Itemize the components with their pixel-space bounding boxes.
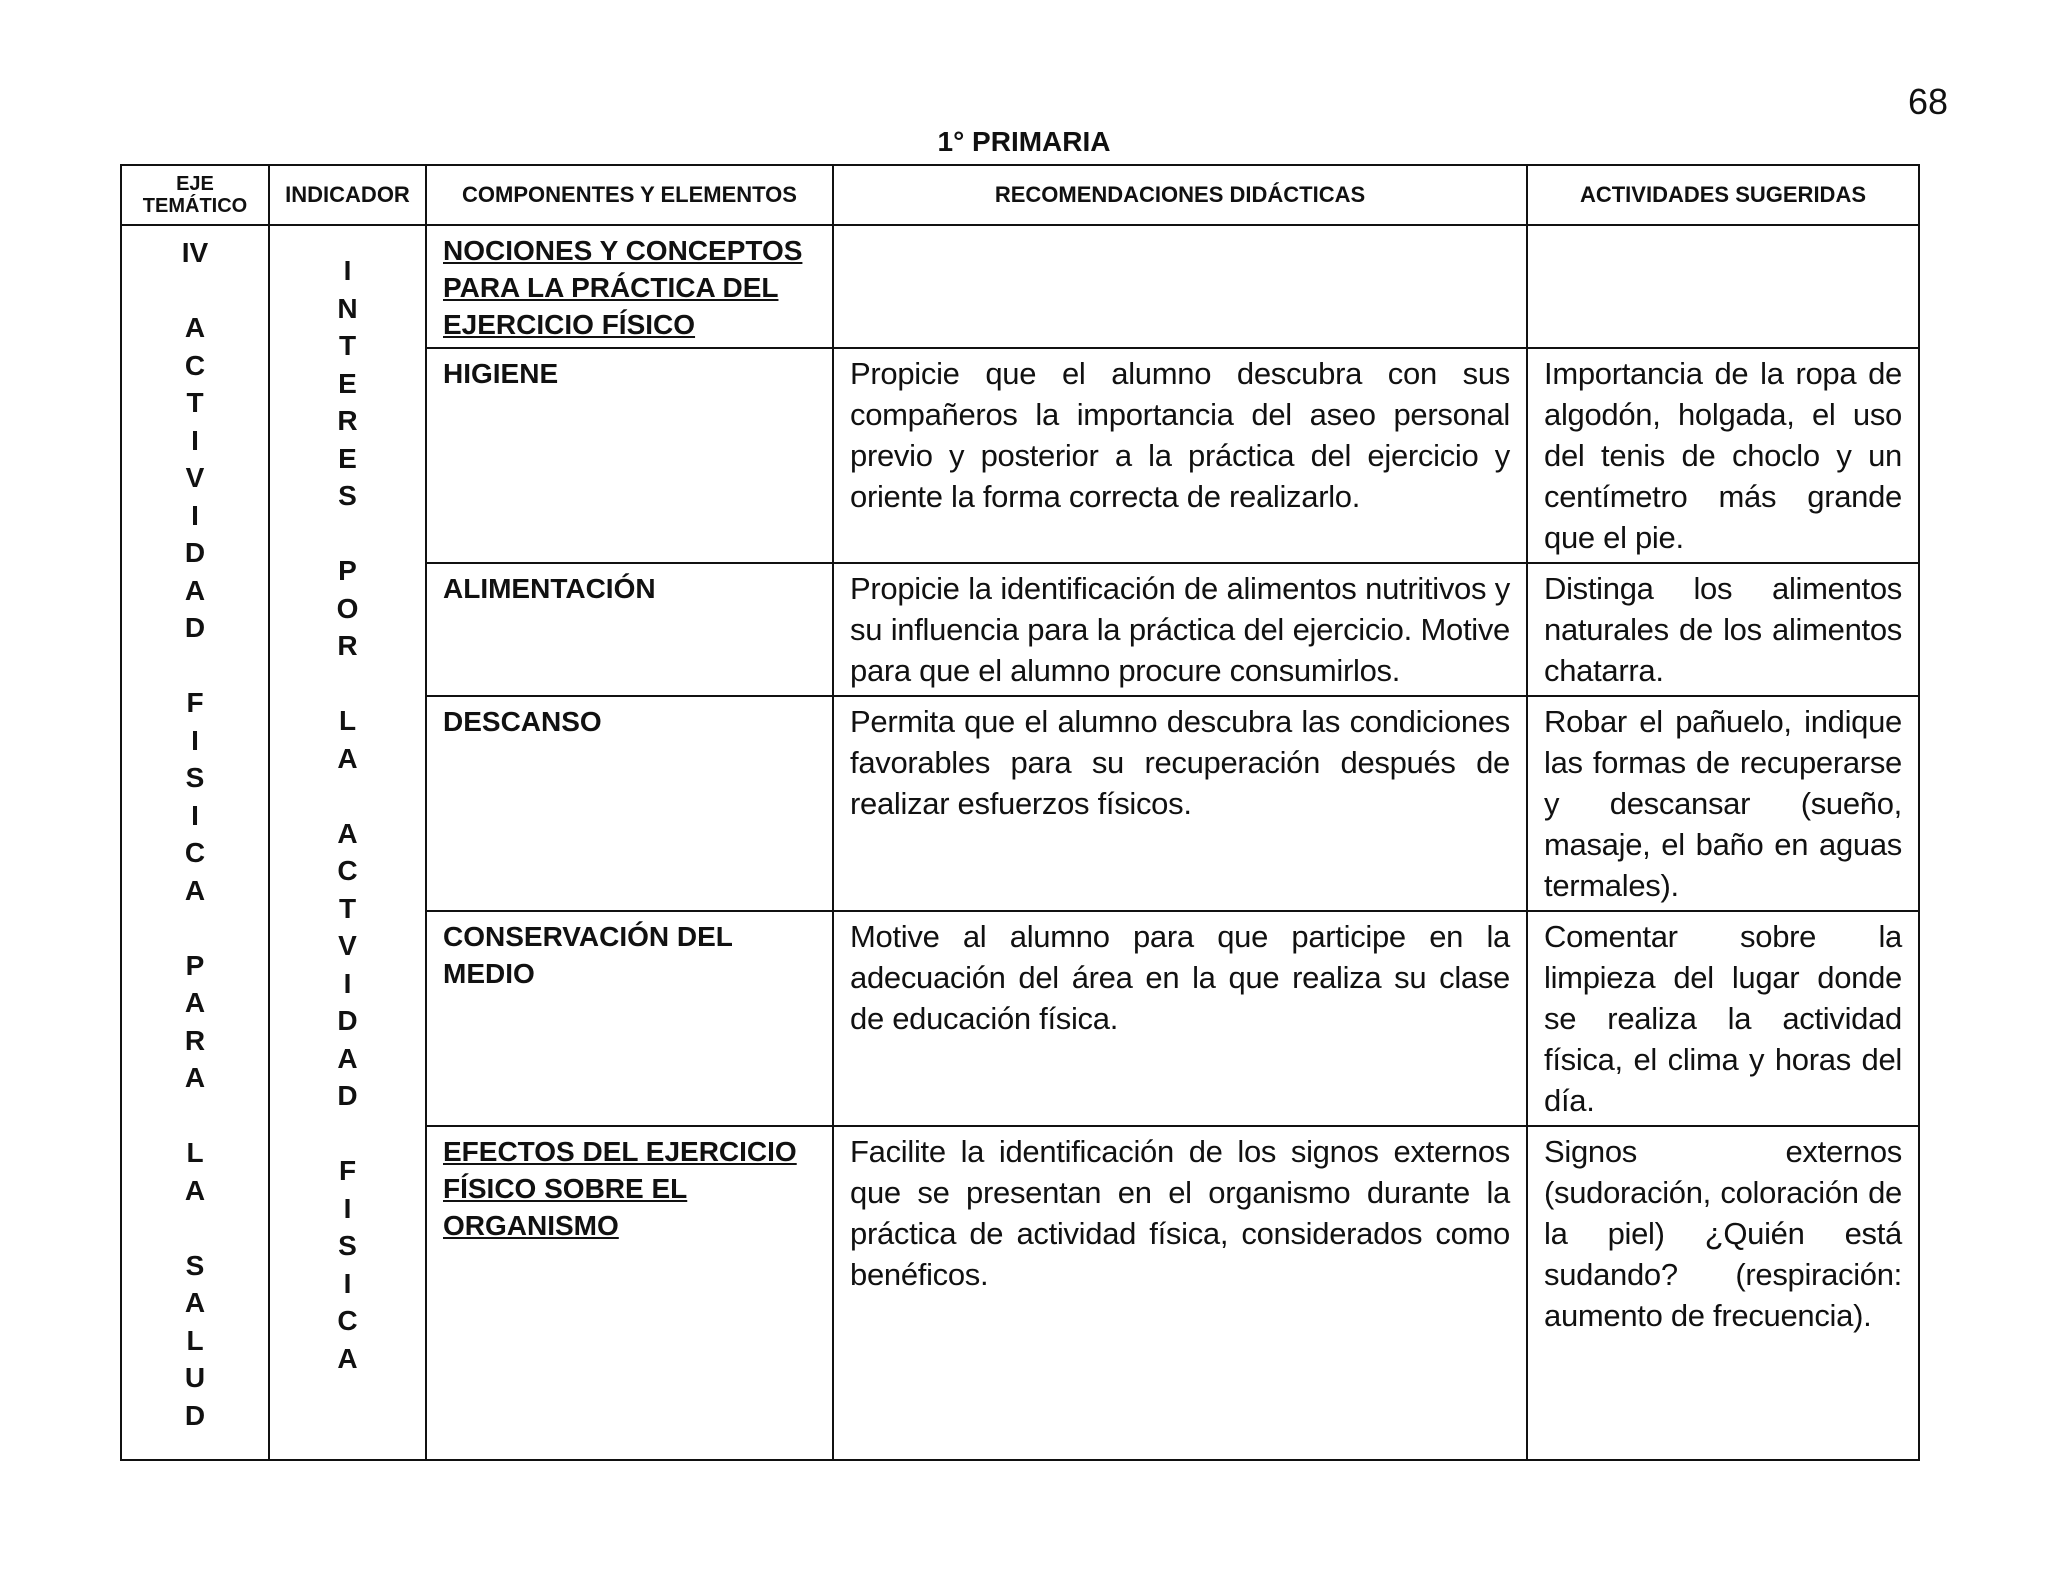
- vertical-letter: I: [343, 1267, 352, 1299]
- table-row: [121, 225, 1919, 348]
- vertical-letter: P: [338, 555, 357, 586]
- vertical-letter: D: [184, 537, 206, 568]
- vertical-letter: S: [338, 480, 357, 511]
- vertical-letter: L: [186, 1324, 204, 1356]
- curriculum-table: [120, 164, 1920, 1461]
- vertical-letter: A: [337, 817, 358, 849]
- vertical-letter: N: [337, 292, 358, 324]
- vertical-letter: A: [184, 874, 206, 906]
- recomendacion-cell: Facilite la identificación de los signos externos que se presentan en el organismo durante la práctica de actividad física, considerados como benéficos.: [833, 1126, 1527, 1460]
- vertical-letter: L: [186, 1137, 204, 1168]
- recomendacion-cell: Propicie la identificación de alimentos nutritivos y su influencia para la práctica del ejercicio. Motive para que el alumno procure consumirlos.: [833, 563, 1527, 696]
- actividad-cell: Comentar sobre la limpieza del lugar donde se realiza la actividad física, el clima y horas del día.: [1527, 911, 1919, 1126]
- vertical-gap: [122, 1097, 268, 1135]
- vertical-letter: I: [343, 967, 352, 999]
- vertical-letter: D: [184, 612, 206, 643]
- recomendacion-cell: Propicie que el alumno descubra con sus compañeros la importancia del aseo personal previo y posterior a la práctica del ejercicio y oriente la forma correcta de realizarlo.: [833, 348, 1527, 563]
- componente-cell: EFECTOS DEL EJERCICIO FÍSICO SOBRE EL ORGANISMO: [426, 1126, 833, 1460]
- vertical-letter: R: [337, 630, 358, 661]
- vertical-letter: D: [184, 1399, 206, 1431]
- vertical-letter: S: [185, 1249, 205, 1281]
- header-componentes: COMPONENTES Y ELEMENTOS: [426, 165, 833, 225]
- vertical-letter: A: [337, 1042, 358, 1074]
- vertical-letter: A: [184, 312, 206, 343]
- vertical-letter: A: [184, 574, 206, 606]
- vertical-letter: I: [191, 424, 199, 456]
- actividad-cell: Importancia de la ropa de algodón, holgada, el uso del tenis de choclo y un centímetro más grande que el pie.: [1527, 348, 1919, 563]
- vertical-letter: T: [338, 330, 357, 361]
- actividad-cell: Distinga los alimentos naturales de los alimentos chatarra.: [1527, 563, 1919, 696]
- vertical-letter: E: [338, 367, 357, 399]
- vertical-letter: C: [184, 837, 206, 868]
- vertical-letter: O: [336, 592, 359, 624]
- vertical-letter: R: [184, 1024, 206, 1056]
- vertical-letter: T: [186, 387, 204, 418]
- vertical-gap: [270, 777, 425, 815]
- vertical-letter: I: [191, 724, 199, 756]
- vertical-gap: [122, 272, 268, 310]
- header-indicador: INDICADOR: [269, 165, 426, 225]
- actividad-cell: [1527, 225, 1919, 348]
- componente-cell: HIGIENE: [426, 348, 833, 563]
- vertical-letter: P: [185, 949, 205, 981]
- vertical-letter: D: [337, 1080, 358, 1111]
- vertical-letter: E: [338, 442, 357, 474]
- vertical-letter: I: [343, 255, 352, 286]
- actividad-cell: Signos externos (sudoración, coloración de la piel) ¿Quién está sudando? (respiración: aumento de frecuencia).: [1527, 1126, 1919, 1460]
- table-header-row: [121, 165, 1919, 225]
- vertical-letter: S: [338, 1230, 357, 1261]
- vertical-gap: [270, 515, 425, 553]
- vertical-letter: C: [184, 349, 206, 381]
- vertical-letter: A: [184, 1287, 206, 1318]
- vertical-letter: A: [337, 1342, 358, 1374]
- indicador-cell: [269, 225, 426, 1460]
- vertical-letter: A: [184, 987, 206, 1018]
- vertical-gap: [122, 909, 268, 947]
- vertical-letter: A: [184, 1062, 206, 1093]
- vertical-letter: IV: [181, 237, 209, 268]
- vertical-letter: D: [337, 1005, 358, 1036]
- componente-cell: ALIMENTACIÓN: [426, 563, 833, 696]
- page-title: 1° PRIMARIA: [937, 126, 1111, 157]
- vertical-letter: T: [338, 892, 357, 924]
- vertical-letter: L: [338, 705, 357, 736]
- header-actividades: ACTIVIDADES SUGERIDAS: [1527, 165, 1919, 225]
- header-recomendaciones: RECOMENDACIONES DIDÁCTICAS: [833, 165, 1527, 225]
- header-eje-tematico: EJE TEMÁTICO: [121, 165, 269, 225]
- vertical-gap: [270, 1115, 425, 1153]
- actividad-cell: Robar el pañuelo, indique las formas de recuperarse y descansar (sueño, masaje, el baño en aguas termales).: [1527, 696, 1919, 911]
- vertical-letter: S: [185, 762, 205, 793]
- vertical-letter: I: [191, 499, 199, 531]
- componente-cell: NOCIONES Y CONCEPTOS PARA LA PRÁCTICA DEL EJERCICIO FÍSICO: [426, 225, 833, 348]
- vertical-gap: [122, 647, 268, 685]
- vertical-letter: A: [337, 742, 358, 774]
- vertical-gap: [122, 1209, 268, 1247]
- vertical-letter: A: [184, 1174, 206, 1206]
- vertical-letter: R: [337, 405, 358, 436]
- vertical-letter: I: [343, 1192, 352, 1224]
- recomendacion-cell: Permita que el alumno descubra las condiciones favorables para su recuperación después de realizar esfuerzos físicos.: [833, 696, 1527, 911]
- vertical-letter: C: [337, 855, 358, 886]
- vertical-letter: V: [338, 930, 357, 961]
- vertical-letter: V: [185, 462, 205, 493]
- vertical-letter: F: [186, 687, 204, 718]
- vertical-letter: C: [337, 1305, 358, 1336]
- vertical-letter: F: [338, 1155, 357, 1186]
- vertical-letter: I: [191, 799, 199, 831]
- eje-tematico-cell: [121, 225, 269, 1460]
- vertical-letter: U: [184, 1362, 206, 1393]
- page-number: 68: [1907, 81, 1948, 122]
- recomendacion-cell: [833, 225, 1527, 348]
- vertical-gap: [270, 665, 425, 703]
- recomendacion-cell: Motive al alumno para que participe en la adecuación del área en la que realiza su clase de educación física.: [833, 911, 1527, 1126]
- componente-cell: DESCANSO: [426, 696, 833, 911]
- componente-cell: CONSERVACIÓN DEL MEDIO: [426, 911, 833, 1126]
